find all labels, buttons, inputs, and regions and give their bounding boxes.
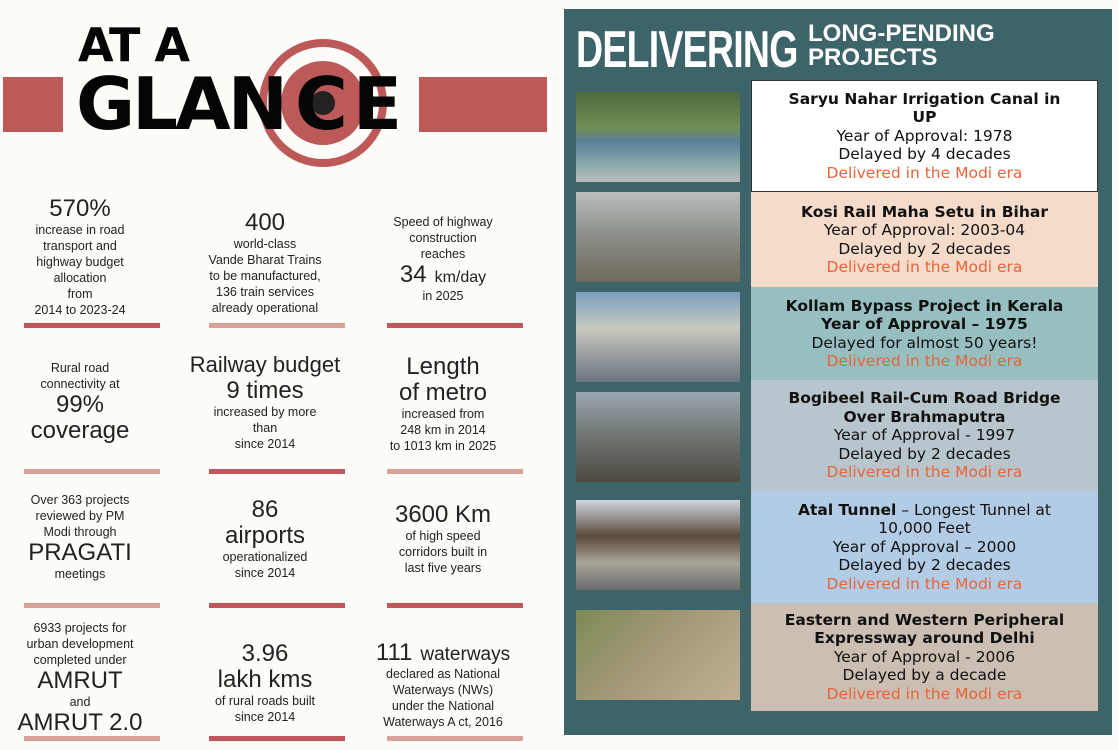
stat-text: since 2014 bbox=[234, 566, 296, 580]
stat-block bbox=[175, 641, 355, 725]
stat-block bbox=[0, 492, 170, 582]
project-photo bbox=[576, 92, 740, 182]
project-approval: Year of Approval: 2003-04 bbox=[823, 221, 1026, 239]
stat-text: Vande Bharat Trains bbox=[208, 253, 322, 267]
stat-underline bbox=[387, 323, 523, 328]
title-line2 bbox=[76, 62, 399, 146]
stat-text: completed under bbox=[33, 653, 127, 667]
project-delay: Delayed for almost 50 years! bbox=[811, 333, 1038, 352]
project-approval: Year of Approval – 2000 bbox=[832, 537, 1017, 556]
stat-text: under the National bbox=[391, 699, 495, 713]
project-delivered: Delivered in the Modi era bbox=[826, 574, 1023, 593]
project-card bbox=[751, 80, 1098, 192]
project-delivered: Delivered in the Modi era bbox=[826, 258, 1023, 276]
stat-underline bbox=[24, 736, 160, 741]
project-name-bold: Eastern and Western Peripheral Expressway around Delhi bbox=[784, 610, 1065, 648]
project-delay: Delayed by a decade bbox=[842, 666, 1007, 685]
stat-text: Speed of highway bbox=[393, 215, 493, 229]
stat-text: 6933 projects for bbox=[33, 621, 127, 635]
stat-text: lakh kms bbox=[217, 666, 313, 693]
stat-underline bbox=[387, 469, 523, 474]
stat-underline bbox=[24, 323, 160, 328]
stat-value bbox=[353, 262, 533, 288]
stat-text: 3600 Km bbox=[394, 501, 492, 528]
stat-text: to be manufactured, bbox=[209, 269, 321, 283]
stat-text: to 1013 km in 2025 bbox=[389, 439, 497, 453]
project-name-bold: Kosi Rail Maha Setu in Bihar bbox=[800, 202, 1049, 221]
project-delay: Delayed by 2 decades bbox=[838, 444, 1011, 463]
stat-text: of rural roads built bbox=[214, 694, 316, 708]
project-delivered: Delivered in the Modi era bbox=[826, 352, 1023, 370]
stat-text: operationalized bbox=[222, 550, 308, 564]
project-name bbox=[751, 203, 1098, 222]
stat-text: increase in road bbox=[35, 223, 125, 237]
panel-title-big: DELIVERING bbox=[576, 21, 798, 79]
stat-block bbox=[0, 196, 170, 318]
project-name bbox=[751, 297, 1098, 316]
project-card bbox=[751, 380, 1098, 491]
stat-text: corridors built in bbox=[398, 545, 488, 559]
project-name bbox=[751, 501, 1098, 538]
stat-block bbox=[353, 214, 533, 304]
title-small-1: LONG-PENDING bbox=[808, 20, 995, 47]
title-glan: GLAN bbox=[76, 62, 285, 146]
project-photo bbox=[576, 192, 740, 282]
project-photo bbox=[576, 292, 740, 382]
stat-underline bbox=[24, 603, 160, 608]
project-delay: Delayed by 2 decades bbox=[838, 239, 1011, 258]
stat-block bbox=[0, 620, 170, 736]
project-photo bbox=[576, 500, 740, 590]
stat-text: Waterways (NWs) bbox=[392, 683, 494, 697]
stat-underline bbox=[209, 603, 345, 608]
stat-text: PRAGATI bbox=[28, 539, 132, 566]
header-bar-right bbox=[419, 77, 547, 132]
stat-text: AMRUT 2.0 bbox=[17, 709, 143, 736]
stat-text: 136 train services bbox=[216, 285, 314, 299]
stat-text: 86 bbox=[251, 496, 279, 523]
stat-text: Rural road bbox=[50, 361, 110, 375]
stat-text: 400 bbox=[244, 209, 286, 236]
stat-text: Railway budget bbox=[189, 352, 341, 377]
stat-block bbox=[175, 352, 355, 452]
stat-text: from bbox=[67, 287, 93, 301]
stat-text: of high speed bbox=[405, 529, 481, 543]
project-card bbox=[751, 192, 1098, 287]
project-name-rest: – Longest Tunnel at 10,000 Feet bbox=[878, 500, 1052, 538]
stat-text: already operational bbox=[211, 301, 319, 315]
stat-underline bbox=[387, 736, 523, 741]
stat-text: allocation bbox=[53, 271, 107, 285]
stat-text: connectivity at bbox=[40, 377, 120, 391]
project-approval: Year of Approval – 1975 bbox=[821, 315, 1028, 333]
stat-text: world-class bbox=[233, 237, 297, 251]
stat-text: 3.96 bbox=[241, 640, 289, 667]
stat-block bbox=[0, 360, 170, 444]
project-name bbox=[752, 90, 1097, 127]
title-c: C bbox=[294, 62, 345, 146]
stat-text: 248 km in 2014 bbox=[400, 423, 486, 437]
stat-text: Length bbox=[406, 353, 480, 380]
project-delivered: Delivered in the Modi era bbox=[826, 684, 1023, 703]
stat-unit: km/day bbox=[434, 269, 487, 286]
project-delay: Delayed by 4 decades bbox=[838, 145, 1011, 164]
stat-text: in 2025 bbox=[422, 289, 464, 303]
stat-text: transport and bbox=[43, 239, 117, 253]
project-delivered: Delivered in the Modi era bbox=[826, 163, 1023, 182]
stat-block bbox=[175, 210, 355, 316]
stat-text: increased from bbox=[401, 407, 485, 421]
stat-text: highway budget bbox=[36, 255, 124, 269]
header-bar-left bbox=[3, 77, 63, 132]
stat-text: Waterways A ct, 2016 bbox=[383, 715, 503, 729]
project-approval: Year of Approval - 1997 bbox=[833, 426, 1016, 445]
title-e: E bbox=[352, 62, 399, 146]
stat-text: Modi through bbox=[43, 525, 117, 539]
stat-underline bbox=[24, 469, 160, 474]
stat-block bbox=[175, 497, 355, 581]
project-card bbox=[751, 491, 1098, 603]
stat-text: airports bbox=[224, 522, 306, 549]
stat-text: meetings bbox=[54, 567, 106, 581]
stat-text: 99% bbox=[55, 391, 105, 418]
stat-text: increased by more bbox=[213, 405, 317, 419]
stat-number: 34 bbox=[399, 261, 427, 288]
stat-underline bbox=[209, 469, 345, 474]
delivering-panel bbox=[564, 9, 1112, 735]
stat-text: of metro bbox=[398, 379, 488, 406]
project-approval: Year of Approval: 1978 bbox=[836, 126, 1013, 145]
stat-text: declared as National bbox=[386, 667, 500, 681]
stat-text: AMRUT bbox=[37, 667, 123, 694]
panel-title-small bbox=[808, 22, 995, 70]
project-card bbox=[751, 603, 1098, 711]
stat-block bbox=[353, 354, 533, 454]
project-name-bold: Saryu Nahar Irrigation Canal in UP bbox=[788, 89, 1061, 127]
stat-unit: waterways bbox=[420, 644, 511, 665]
project-photo bbox=[576, 392, 740, 482]
project-card bbox=[751, 287, 1098, 380]
project-name-bold: Atal Tunnel bbox=[797, 500, 897, 519]
stat-text: 9 times bbox=[226, 377, 304, 404]
stat-text: urban development bbox=[26, 637, 134, 651]
project-name-bold: Bogibeel Rail-Cum Road Bridge Over Brahmaputra bbox=[788, 389, 1061, 426]
stat-underline bbox=[209, 736, 345, 741]
stat-text: last five years bbox=[404, 561, 482, 575]
project-name-bold: Kollam Bypass Project in Kerala bbox=[785, 296, 1064, 315]
project-delivered: Delivered in the Modi era bbox=[826, 463, 1023, 482]
stat-block bbox=[353, 640, 533, 730]
title-small-2: PROJECTS bbox=[808, 44, 938, 71]
stat-text: and bbox=[69, 695, 91, 709]
project-name bbox=[751, 611, 1098, 648]
stat-text: than bbox=[252, 421, 278, 435]
project-name bbox=[751, 389, 1098, 426]
project-photo bbox=[576, 610, 740, 700]
stat-value bbox=[353, 640, 533, 666]
stat-block bbox=[353, 502, 533, 576]
stat-text: 2014 to 2023-24 bbox=[34, 303, 126, 317]
stat-text: construction bbox=[409, 231, 477, 245]
project-delay: Delayed by 2 decades bbox=[838, 556, 1011, 575]
stat-text: 570% bbox=[49, 195, 111, 222]
stat-text: since 2014 bbox=[234, 437, 296, 451]
stat-text: reaches bbox=[420, 247, 466, 261]
stat-text: Over 363 projects bbox=[30, 493, 130, 507]
stat-text: reviewed by PM bbox=[35, 509, 125, 523]
stat-text: coverage bbox=[30, 417, 130, 444]
stat-underline bbox=[209, 323, 345, 328]
stat-underline bbox=[387, 603, 523, 608]
project-approval: Year of Approval - 2006 bbox=[833, 647, 1016, 666]
stat-number: 111 bbox=[375, 639, 413, 666]
stat-text: since 2014 bbox=[234, 710, 296, 724]
title-line1: AT A bbox=[78, 18, 190, 72]
